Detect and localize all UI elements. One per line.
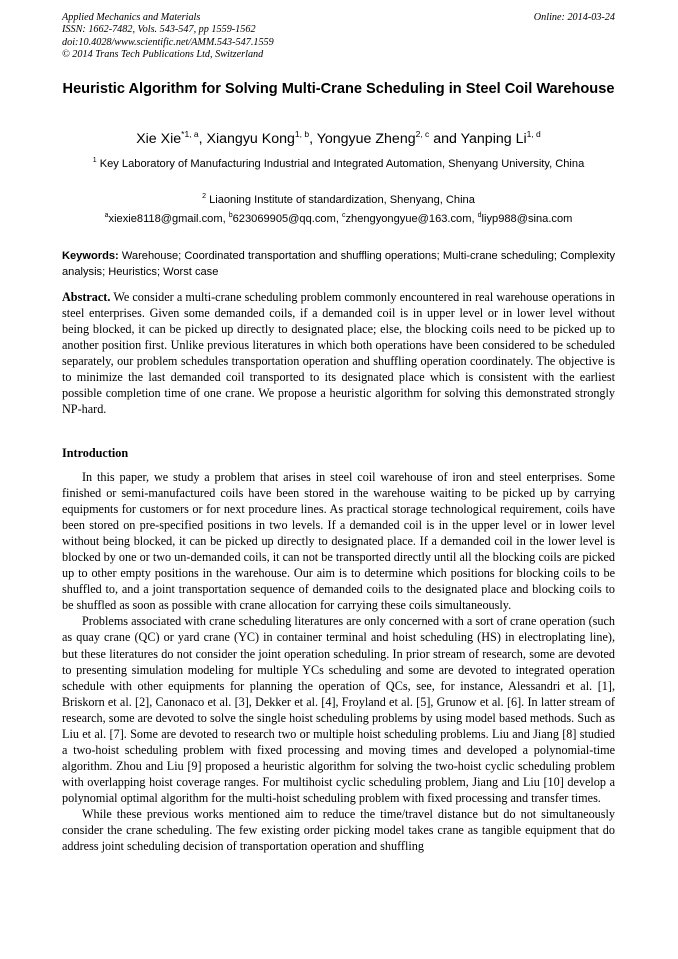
author-emails bbox=[62, 211, 615, 228]
email-address: zhengyongyue@163.com bbox=[345, 213, 472, 225]
affiliation-1 bbox=[62, 156, 615, 173]
email-address: 623069905@qq.com bbox=[232, 213, 336, 225]
keywords-text: Warehouse; Coordinated transportation and shuffling operations; Multi-crane scheduling; Complexity analysis; Heuristics; Worst case bbox=[62, 250, 615, 278]
email-address: xiexie8118@gmail.com bbox=[108, 213, 223, 225]
doi-line: doi:10.4028/www.scientific.net/AMM.543-547.1559 bbox=[62, 36, 274, 48]
author-superscript: 2, c bbox=[415, 129, 430, 139]
affiliation-2 bbox=[62, 192, 615, 209]
author-name: Xiangyu Kong bbox=[206, 131, 295, 147]
author-separator: and bbox=[429, 131, 461, 147]
author-superscript: 1, b bbox=[294, 129, 310, 139]
body-paragraph: In this paper, we study a problem that arises in steel coil warehouse of iron and steel enterprises. Some finished or semi-manufactured coils have been stored in the warehouse waiting to be picked up by carrying equipments for customers or for next procedure lines. As practical storage technological requirement, coils have been stored on pre-specified positions in two levels. If a demanded coil is in the upper level or in lower level without being blocked, it can be picked up directly to designated place. If a demanded coil in the lower level is blocked by one or two un-demanded coils, it can not be transported directly until all the blocking coils are picked up to other empty positions in the warehouse. Our aim is to determine which positions for blocking coils to be shuffled to, and a joint transportation sequence of demanded coils to the designated place and blocking coils to be shuffled as soon as possible with crane allocation for carrying these coils simultaneously. bbox=[62, 470, 615, 613]
journal-name: Applied Mechanics and Materials bbox=[62, 12, 201, 23]
author-superscript: *1, a bbox=[181, 129, 199, 139]
section-heading-introduction: Introduction bbox=[62, 446, 129, 460]
author-name: Yongyue Zheng bbox=[316, 131, 416, 147]
online-date: Online: 2014-03-24 bbox=[533, 12, 615, 23]
email-address: liyp988@sina.com bbox=[481, 213, 573, 225]
body-paragraph: While these previous works mentioned aim to reduce the time/travel distance but do not simultaneously consider the crane scheduling. The few existing order picking model takes crane as tangible equipment that do address joint scheduling decision of transportation operation and shuffling bbox=[62, 806, 615, 854]
author-name: Xie Xie bbox=[136, 131, 182, 147]
keywords-label: Keywords: bbox=[62, 250, 119, 262]
abstract-block bbox=[62, 289, 615, 417]
body-paragraph: Problems associated with crane scheduling literatures are only concerned with a sort of crane operation (such as quay crane (QC) or yard crane (YC) in container terminal and hoist scheduling (HS) in electroplating line), but these literatures do not consider the joint operation scheduling. In prior stream of research, some are devoted to presenting simulation modeling for multiple YCs scheduling and some are devoted to integrated operation schedule with other equipments for planning the operation of QCs, see, for instance, Alessandri et al. [1], Briskorn et al. [2], Canonaco et al. [3], Dekker et al. [4], Froyland et al. [5], Grunow et al. [6]. In latter stream of research, some are devoted to solve the single hoist scheduling problems by using model based methods. Such as Liu et al. [7]. Some are devoted to research two or multiple hoist scheduling problems. Liu and Jiang [8] studied a two-hoist scheduling problem with fixed processing and moving times and developed a polynomial-time algorithm. Zhou and Liu [9] proposed a heuristic algorithm for solving the two-hoist cyclic scheduling problem with overlapping hoist coverage ranges. For multihoist cyclic scheduling problem, Jiang and Liu [10] develop a polynomial optimal algorithm for the multi-hoist scheduling problem with fixed processing and transfer times. bbox=[62, 614, 615, 805]
abstract-label: Abstract. bbox=[62, 290, 111, 304]
affiliation-text: Liaoning Institute of standardization, Shenyang, China bbox=[209, 194, 475, 206]
email-separator: , bbox=[335, 213, 342, 225]
affiliation-text: Key Laboratory of Manufacturing Industrial and Integrated Automation, Shenyang University, China bbox=[99, 158, 585, 170]
affiliation-superscript: 2 bbox=[202, 193, 206, 200]
author-separator: , bbox=[309, 131, 317, 147]
abstract-text: We consider a multi-crane scheduling problem commonly encountered in real warehouse operations in steel enterprises. Given some demanded coils, if a demanded coil is in upper level or in lower level without being blocked, it can be picked up directly to designated place; else, the blocking coils need to be picked up to another position first. Unlike previous literatures in which both operations have been considered to be scheduled separately, our problem schedules transportation operation and shuffling operation coordinately. The objective is to minimize the last demanded coil transported to its designated place which is consistent with the earliest possible completion time of one crane. We propose a heuristic algorithm for solving this demonstrated strongly NP-hard. bbox=[62, 290, 615, 416]
affiliation-superscript: 1 bbox=[92, 157, 97, 164]
journal-header bbox=[62, 12, 615, 61]
email-superscript: d bbox=[477, 212, 482, 219]
keywords-block bbox=[62, 249, 615, 280]
author-list bbox=[62, 130, 615, 148]
author-name: Yanping Li bbox=[460, 131, 527, 147]
email-superscript: b bbox=[228, 212, 233, 219]
author-superscript: 1, d bbox=[526, 129, 541, 139]
copyright-line: © 2014 Trans Tech Publications Ltd, Switzerland bbox=[62, 48, 264, 60]
email-superscript: a bbox=[104, 212, 109, 219]
email-separator: , bbox=[222, 213, 229, 225]
issn-line: ISSN: 1662-7482, Vols. 543-547, pp 1559-1562 bbox=[62, 24, 256, 36]
email-superscript: c bbox=[341, 212, 346, 219]
introduction-body bbox=[62, 469, 615, 854]
paper-title: Heuristic Algorithm for Solving Multi-Crane Scheduling in Steel Coil Warehouse bbox=[62, 81, 615, 97]
email-separator: , bbox=[471, 213, 478, 225]
author-separator: , bbox=[198, 131, 207, 147]
